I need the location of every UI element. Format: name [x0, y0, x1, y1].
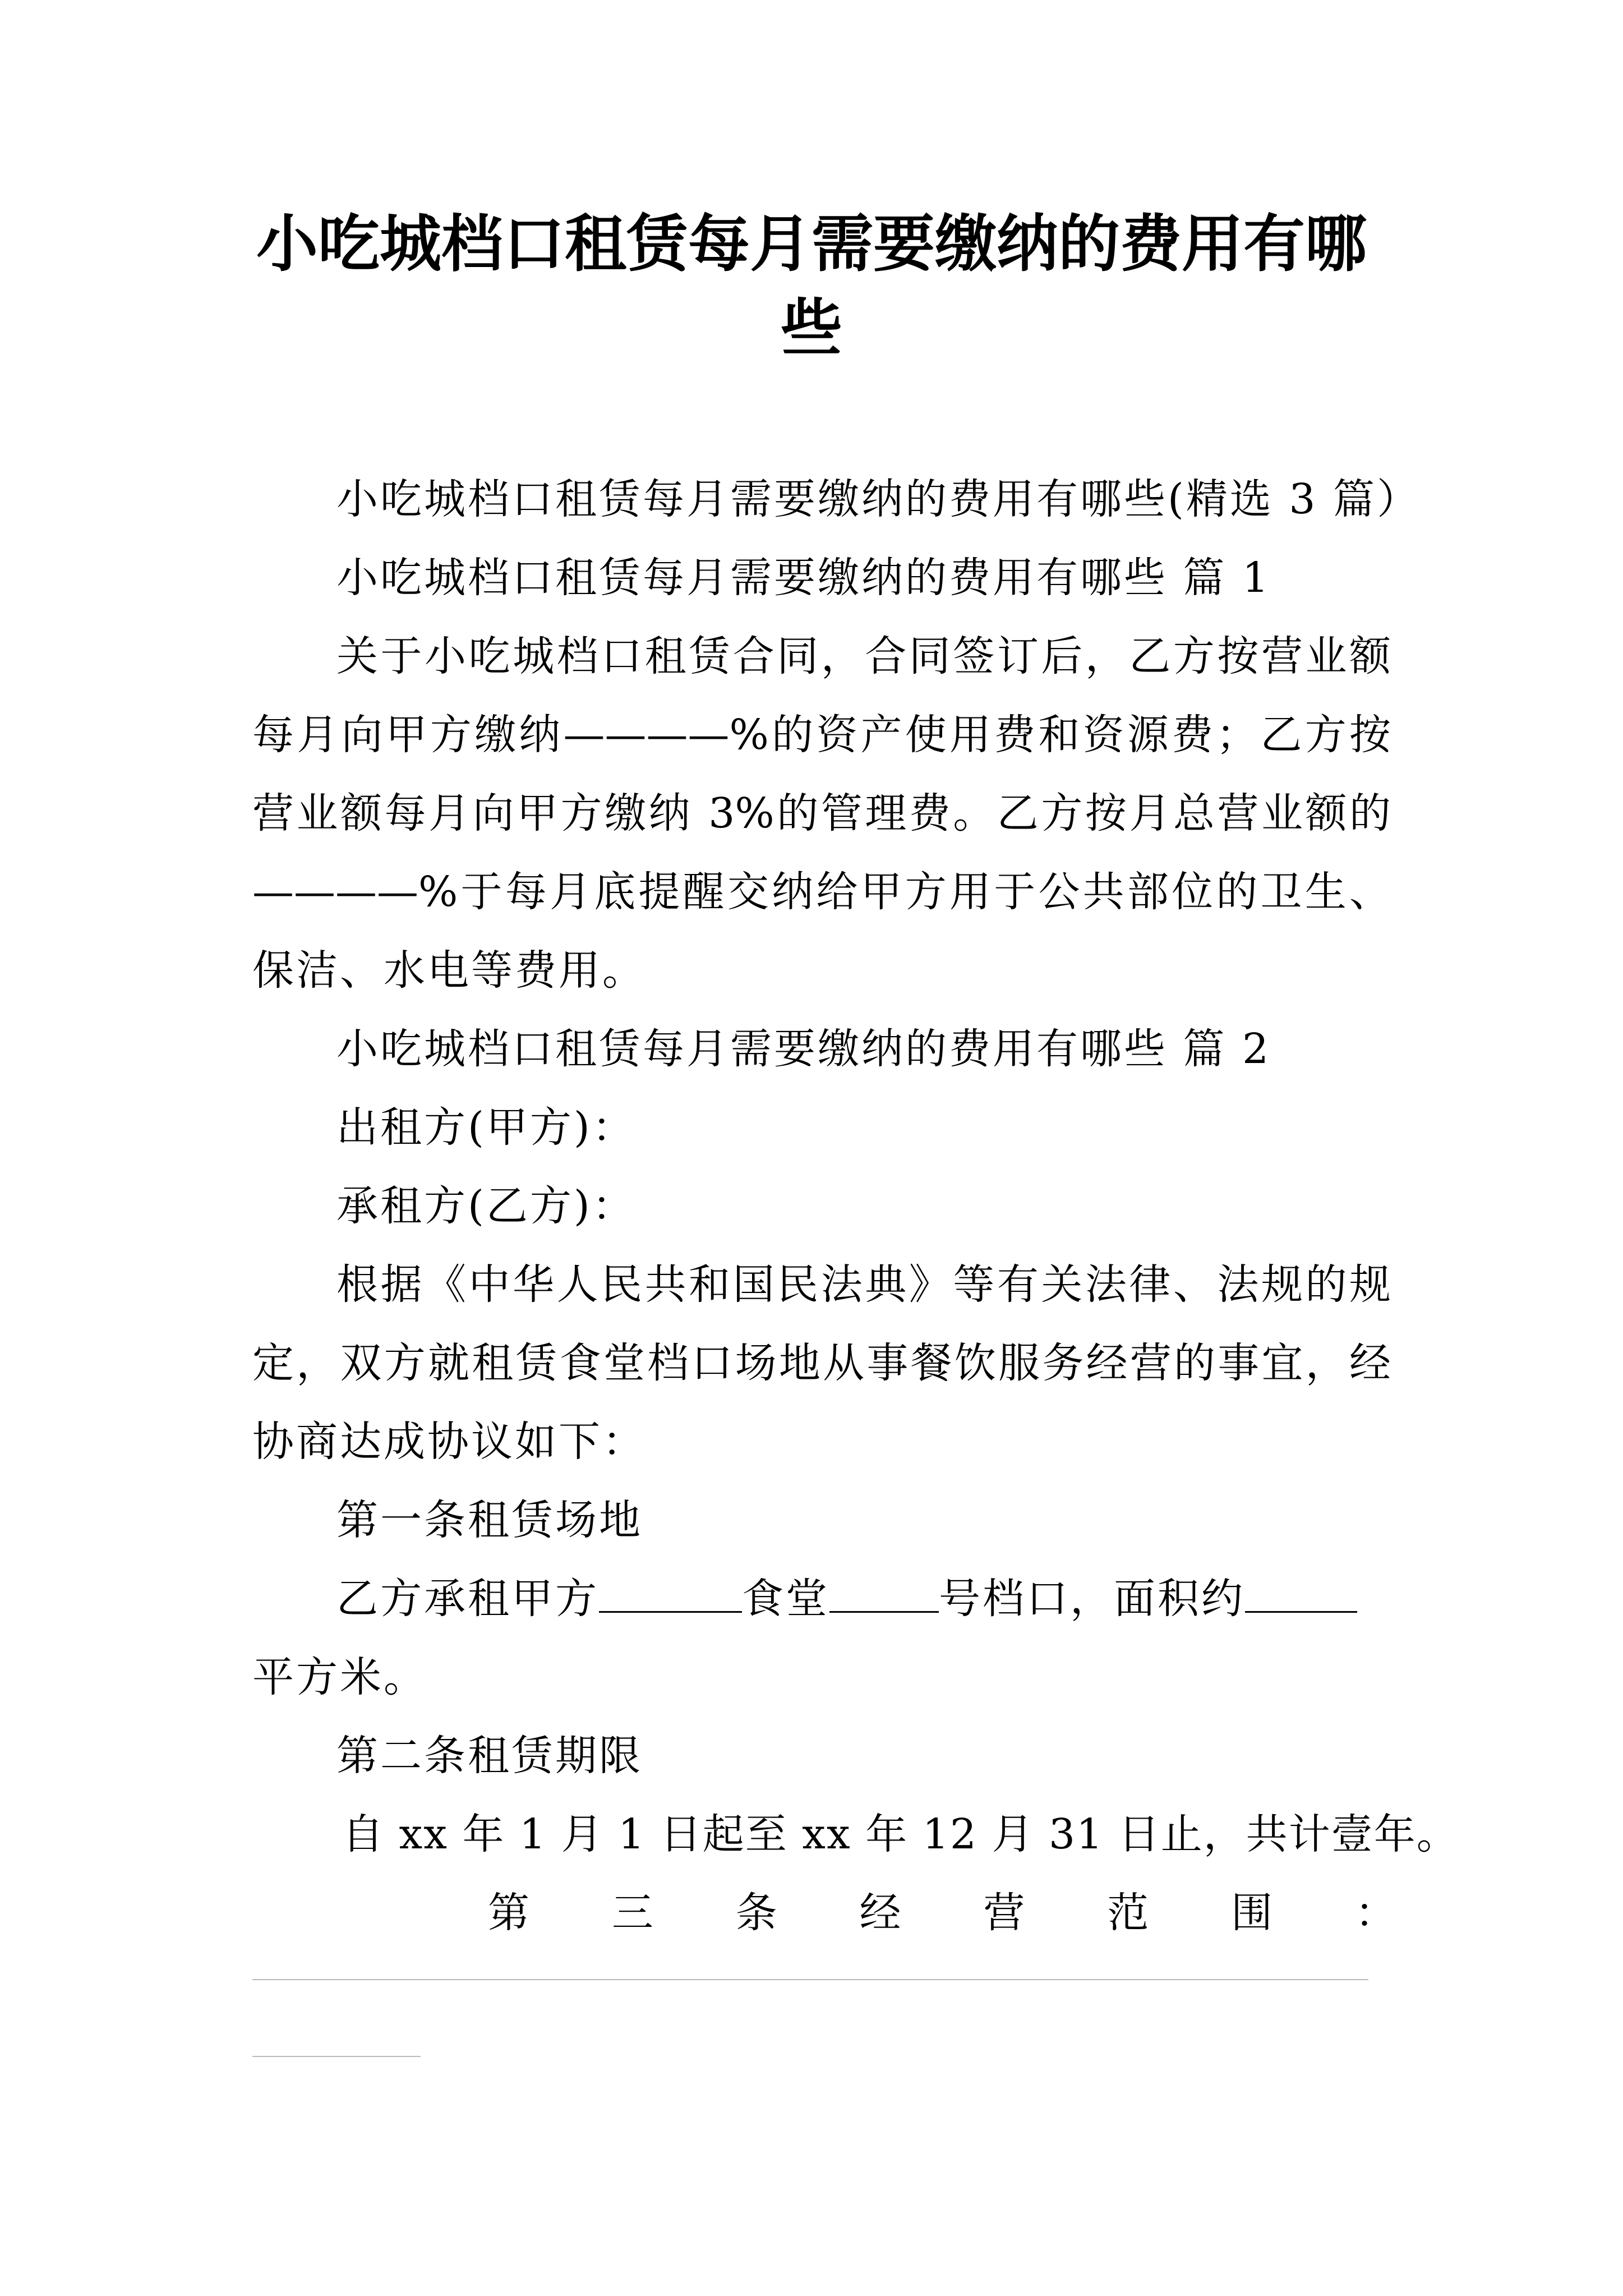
part1-line3: 营业额每月向甲方缴纳 3%的管理费。乙方按月总营业额的	[252, 789, 1391, 838]
article3-heading	[488, 1885, 1396, 1941]
article3-char: 第	[488, 1889, 529, 1937]
venue-blank	[599, 1572, 742, 1613]
area-blank	[1245, 1572, 1357, 1613]
article3-char: 营	[983, 1889, 1025, 1937]
article1-text-c: 号档口，面积约	[939, 1575, 1245, 1623]
part1-heading: 小吃城档口租赁每月需要缴纳的费用有哪些 篇 1	[336, 554, 1271, 602]
part2-line1: 根据《中华人民共和国民法典》等有关法律、法规的规	[336, 1260, 1391, 1309]
part2-line2: 定，双方就租赁食堂档口场地从事餐饮服务经营的事宜，经	[252, 1339, 1391, 1387]
document-title-line2: 些	[781, 292, 842, 364]
lessor-label: 出租方(甲方)：	[336, 1103, 636, 1152]
part1-line2: 每月向甲方缴纳————%的资产使用费和资源费；乙方按	[252, 711, 1391, 759]
article2-text: 自 xx 年 1 月 1 日起至 xx 年 12 月 31 日止，共计壹年。	[342, 1810, 1459, 1858]
article2-heading: 第二条租赁期限	[336, 1732, 643, 1780]
article1-end: 平方米。	[252, 1653, 427, 1701]
footer-divider	[252, 1979, 1368, 1980]
article3-char: 三	[611, 1889, 653, 1937]
article3-char: 范	[1107, 1889, 1149, 1937]
article1-heading: 第一条租赁场地	[336, 1496, 643, 1544]
footer-divider-short	[252, 2056, 421, 2057]
part2-line3: 协商达成协议如下：	[252, 1418, 646, 1466]
lessee-label: 承租方(乙方)：	[336, 1182, 636, 1230]
part1-line1: 关于小吃城档口租赁合同，合同签订后，乙方按营业额	[336, 632, 1391, 680]
article3-char: 条	[735, 1889, 777, 1937]
article3-char: 围	[1231, 1889, 1273, 1937]
part1-line4: ————%于每月底提醒交纳给甲方用于公共部位的卫生、	[252, 868, 1391, 916]
part2-heading: 小吃城档口租赁每月需要缴纳的费用有哪些 篇 2	[336, 1025, 1271, 1073]
article3-char: 经	[859, 1889, 901, 1937]
intro-paragraph: 小吃城档口租赁每月需要缴纳的费用有哪些(精选 3 篇）	[336, 475, 1421, 523]
article1-text-b: 食堂	[742, 1575, 829, 1623]
article3-char: ：	[1354, 1889, 1396, 1937]
article1-text-a: 乙方承租甲方	[336, 1575, 599, 1623]
document-title-line1: 小吃城档口租赁每月需要缴纳的费用有哪	[256, 208, 1367, 280]
stall-number-blank	[829, 1572, 939, 1613]
part1-line5: 保洁、水电等费用。	[252, 946, 646, 995]
article1-text	[336, 1571, 1357, 1627]
